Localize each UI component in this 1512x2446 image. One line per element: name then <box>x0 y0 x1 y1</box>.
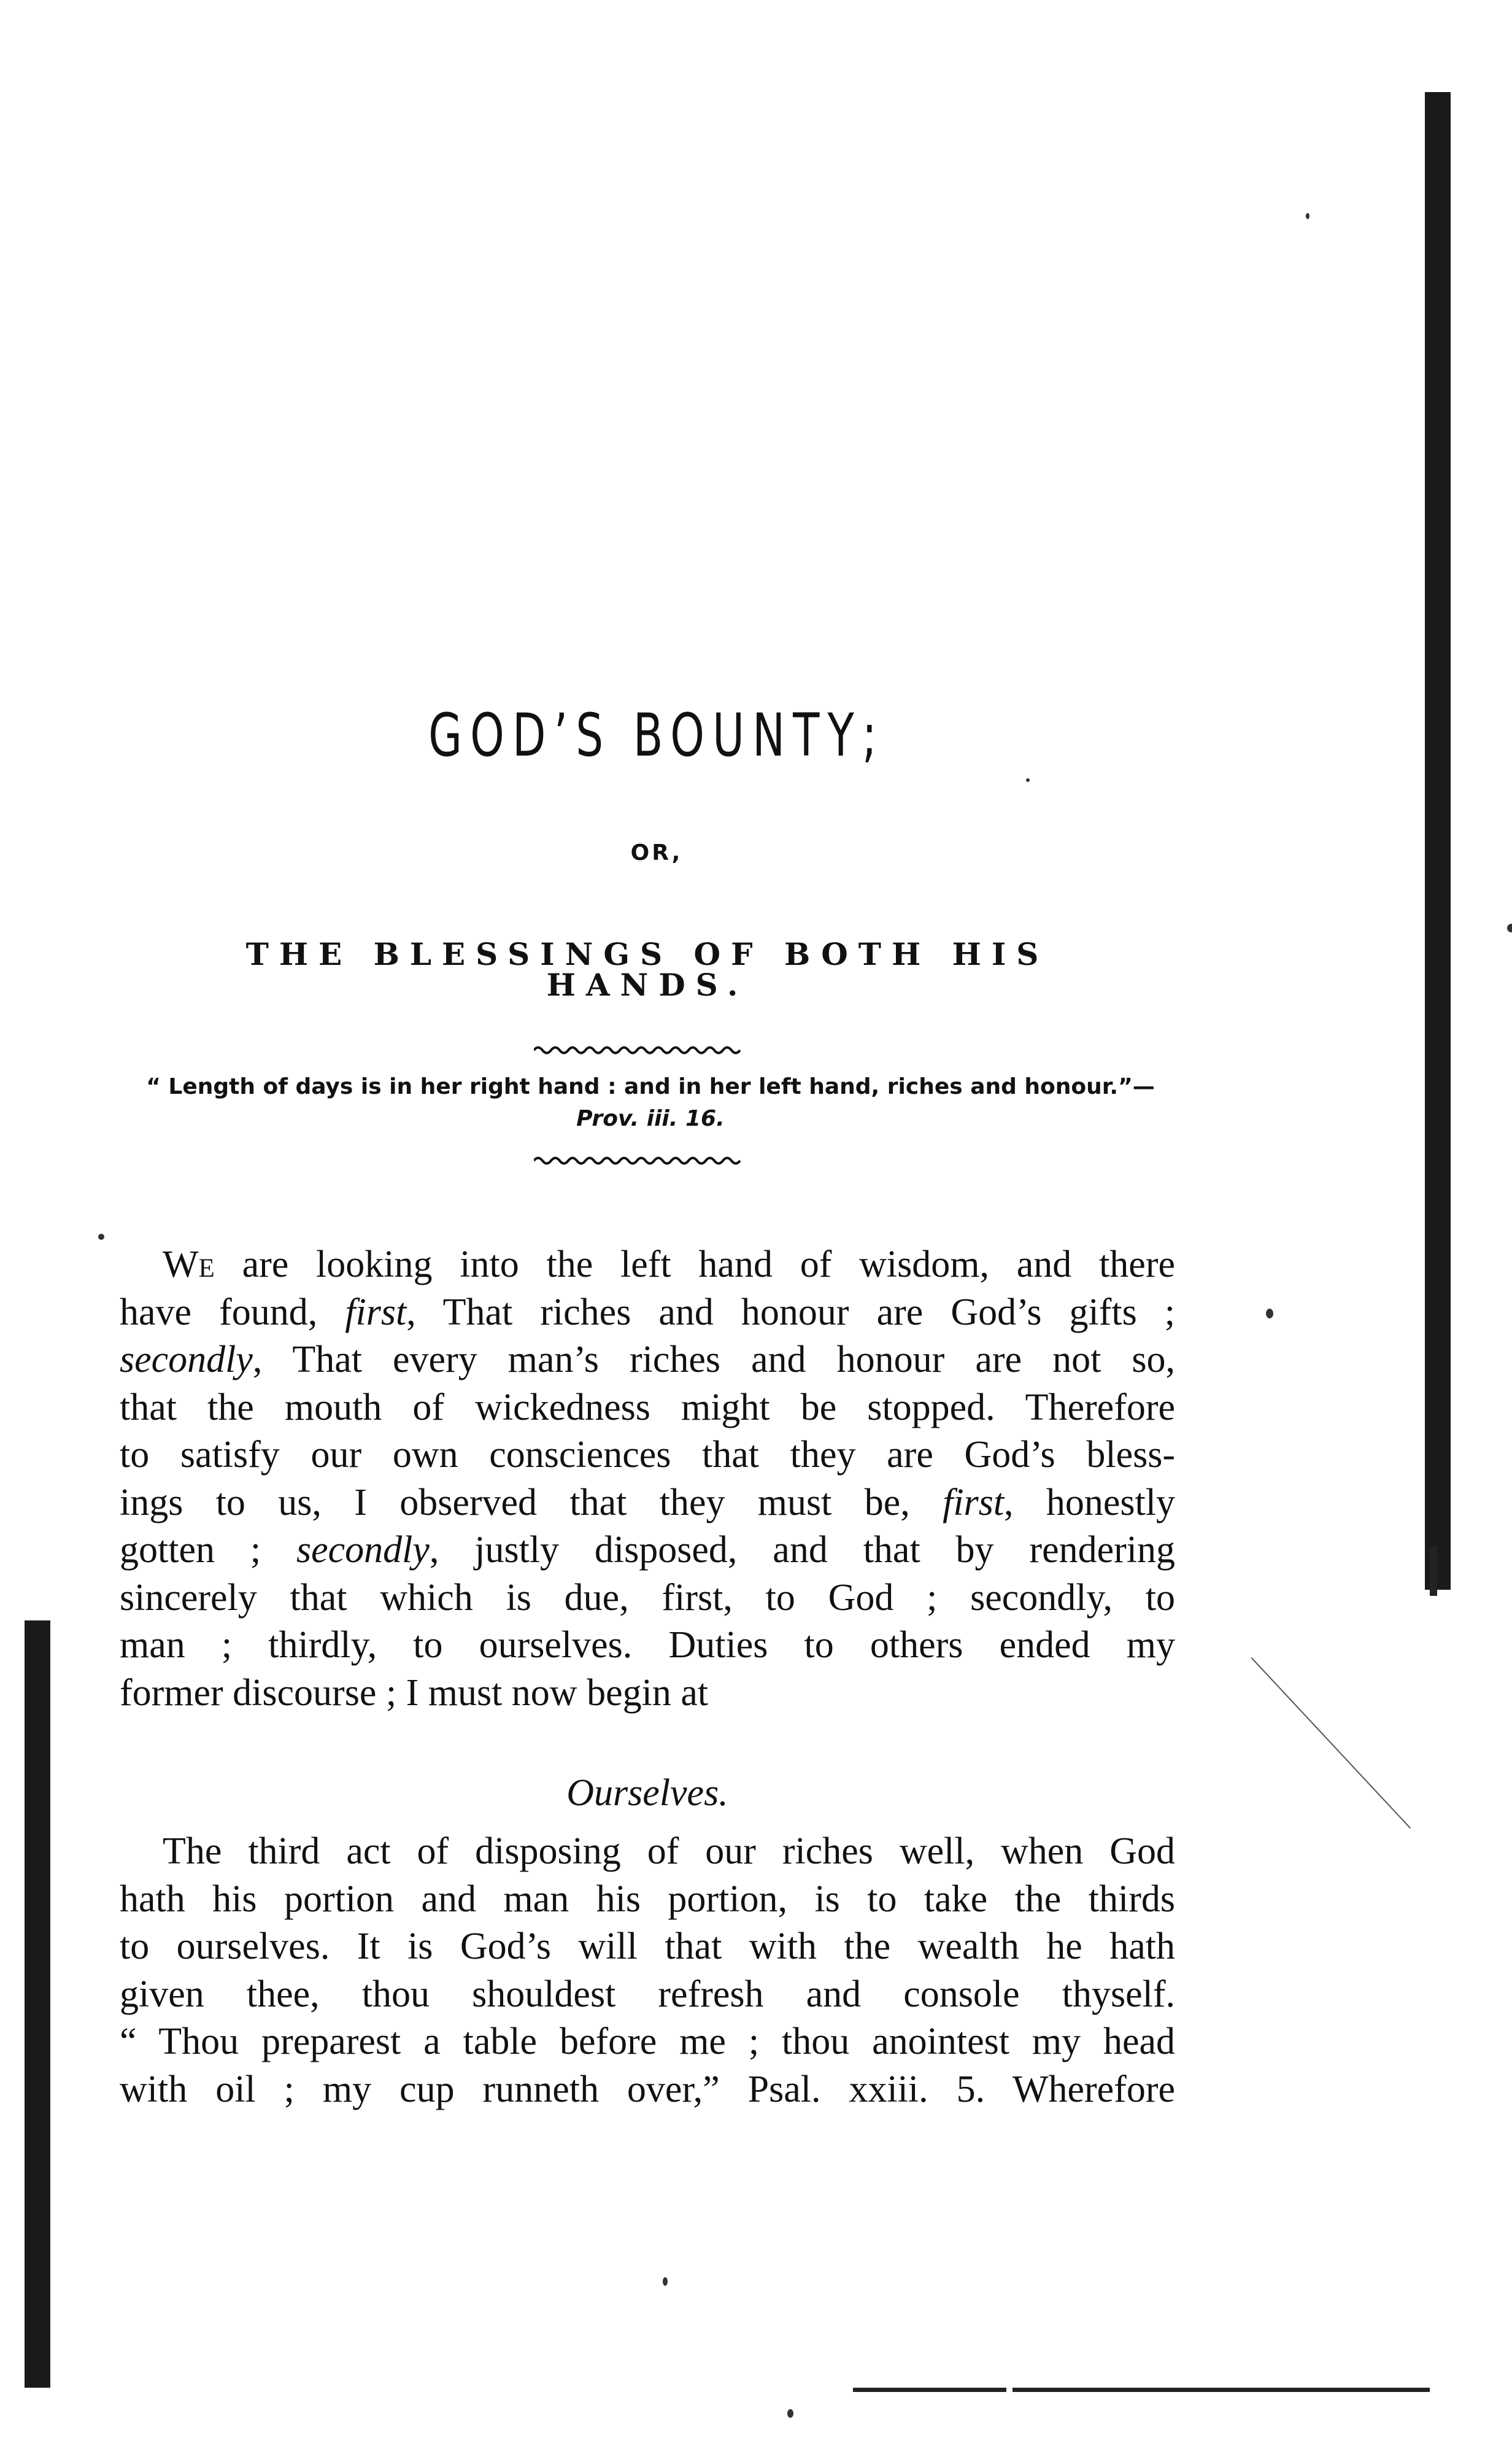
text-line: former discourse ; I must now begin at <box>120 1671 709 1714</box>
scan-stray-line <box>1251 1657 1411 1829</box>
text-line: to satisfy our own consciences that they are God’s bless- <box>120 1434 1175 1476</box>
scan-bottom-rule <box>1012 2388 1430 2392</box>
text-line: to ourselves. It is God’s will that with the wealth he hath <box>120 1925 1175 1967</box>
body-paragraph-2 <box>120 1828 1175 2113</box>
opening-word: We <box>163 1244 215 1285</box>
ornamental-wave-rule <box>534 1154 742 1167</box>
scan-edge-shadow-left <box>25 1620 50 2388</box>
section-heading: Ourselves. <box>566 1772 728 1814</box>
title-conjunction: OR, <box>630 840 683 865</box>
page-title: GOD’S BOUNTY; <box>428 701 885 770</box>
scan-speck <box>1507 924 1512 932</box>
italic-emphasis: first <box>943 1481 1005 1523</box>
text-line <box>120 1241 1175 1289</box>
italic-emphasis: secondly <box>120 1339 253 1380</box>
scan-edge-shadow-right <box>1425 92 1451 1590</box>
text-line: “ Thou preparest a table before me ; thou anointest my head <box>120 2021 1175 2062</box>
page-subtitle: THE BLESSINGS OF BOTH HIS HANDS. <box>245 936 1049 1003</box>
scan-bottom-rule <box>853 2388 1006 2392</box>
scan-speck <box>1026 778 1030 782</box>
scan-speck <box>1266 1309 1273 1318</box>
text-line: with oil ; my cup runneth over,” Psal. xxiii. 5. Wherefore <box>120 2068 1175 2110</box>
text-line: that the mouth of wickedness might be stopped. Therefore <box>120 1386 1175 1428</box>
scan-speck <box>787 2409 793 2418</box>
text-line: sincerely that which is due, first, to God ; secondly, to <box>120 1576 1175 1619</box>
text-line: secondly, That every man’s riches and honour are not so, <box>120 1339 1175 1380</box>
ornamental-wave-rule <box>534 1043 742 1057</box>
text-line: The third act of disposing of our riches well, when God <box>163 1830 1175 1872</box>
epigraph-quote: “ Length of days is in her right hand : and in her left hand, riches and honour.”— <box>146 1074 1155 1099</box>
scan-speck <box>98 1234 104 1240</box>
text-line: ings to us, I observed that they must be, first, honestly <box>120 1481 1175 1523</box>
body-paragraph-1 <box>120 1241 1175 1717</box>
text-line: given thee, thou shouldest refresh and console thyself. <box>120 1973 1175 2015</box>
scan-speck <box>1306 213 1310 219</box>
text-line: have found, first, That riches and honour are God’s gifts ; <box>120 1291 1175 1333</box>
scan-edge-mark-right <box>1430 1547 1437 1596</box>
epigraph <box>110 1071 1190 1135</box>
text-line-content: are looking into the left hand of wisdom, and there <box>214 1244 1175 1285</box>
italic-emphasis: secondly <box>296 1529 430 1571</box>
text-line: man ; thirdly, to ourselves. Duties to others ended my <box>120 1624 1175 1666</box>
text-line: gotten ; secondly, justly disposed, and that by rendering <box>120 1529 1175 1571</box>
epigraph-citation: Prov. iii. 16. <box>576 1106 725 1131</box>
italic-emphasis: first <box>345 1291 407 1333</box>
scan-speck <box>663 2277 668 2286</box>
text-line: hath his portion and man his portion, is to take the thirds <box>120 1878 1175 1920</box>
